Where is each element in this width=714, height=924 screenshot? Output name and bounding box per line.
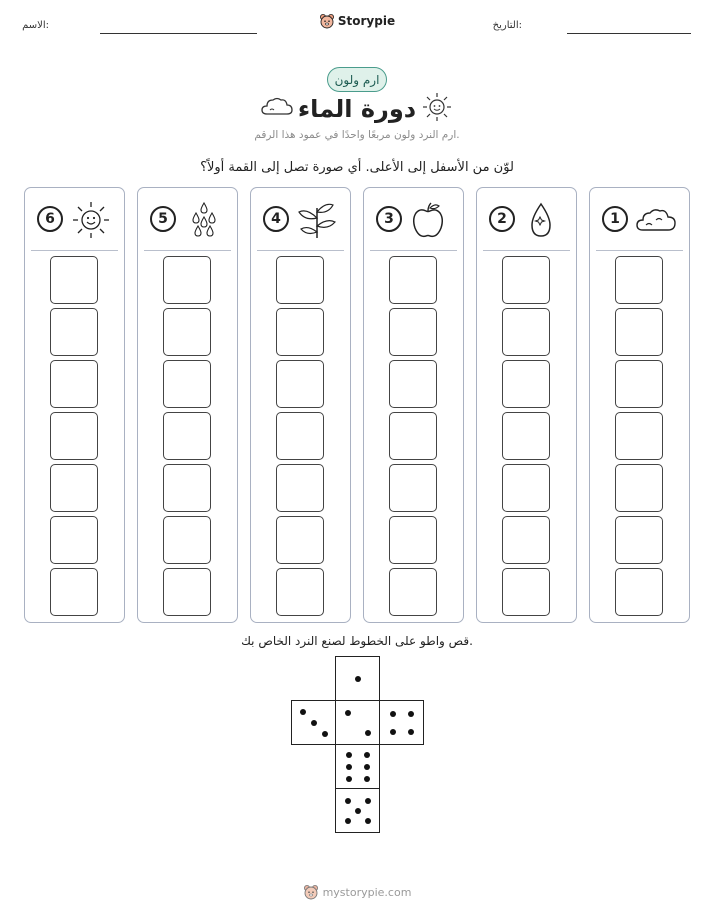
color-cell[interactable] <box>502 568 550 616</box>
column-number: 5 <box>150 206 176 232</box>
color-cells <box>502 256 550 620</box>
color-cell[interactable] <box>163 464 211 512</box>
color-cell[interactable] <box>50 464 98 512</box>
column-header <box>364 198 463 240</box>
color-cell[interactable] <box>50 568 98 616</box>
die-pip <box>346 776 352 782</box>
column-header <box>251 198 350 240</box>
color-cell[interactable] <box>50 516 98 564</box>
die-pip <box>408 729 414 735</box>
column-divider <box>596 250 683 251</box>
die-face <box>335 744 380 789</box>
die-pip <box>364 752 370 758</box>
apple-icon <box>408 200 452 240</box>
column-number: 4 <box>263 206 289 232</box>
name-line[interactable] <box>100 33 257 34</box>
color-cell[interactable] <box>163 308 211 356</box>
die-pip <box>355 808 361 814</box>
color-cell[interactable] <box>276 464 324 512</box>
column-number: 1 <box>602 206 628 232</box>
storypie-bear-icon <box>319 13 335 29</box>
column-6 <box>24 187 125 623</box>
subtitle: ارم النرد ولون مربعًا واحدًا في عمود هذا الرقم. <box>254 129 460 141</box>
color-cell[interactable] <box>163 360 211 408</box>
column-header <box>138 198 237 240</box>
cut-instruction: قص واطو على الخطوط لصنع النرد الخاص بك. <box>241 634 473 648</box>
die-face <box>335 700 380 745</box>
column-divider <box>370 250 457 251</box>
die-pip <box>364 764 370 770</box>
column-header <box>477 198 576 240</box>
column-divider <box>144 250 231 251</box>
sun-icon <box>69 200 113 240</box>
die-pip <box>322 731 328 737</box>
color-cell[interactable] <box>276 412 324 460</box>
column-header <box>25 198 124 240</box>
column-5 <box>137 187 238 623</box>
column-number: 6 <box>37 206 63 232</box>
color-cell[interactable] <box>50 412 98 460</box>
color-cell[interactable] <box>50 308 98 356</box>
column-2 <box>476 187 577 623</box>
column-header <box>590 198 689 240</box>
sun-decoration-icon <box>421 91 453 123</box>
die-pip <box>345 798 351 804</box>
plant-icon <box>295 200 339 240</box>
column-1 <box>589 187 690 623</box>
color-cell[interactable] <box>615 360 663 408</box>
column-number: 2 <box>489 206 515 232</box>
page-title: دورة الماء <box>297 95 417 123</box>
die-face <box>335 788 380 833</box>
color-cell[interactable] <box>615 568 663 616</box>
color-cell[interactable] <box>276 360 324 408</box>
color-cell[interactable] <box>502 516 550 564</box>
name-label: الاسم: <box>22 20 49 31</box>
die-pip <box>345 710 351 716</box>
color-cell[interactable] <box>502 360 550 408</box>
color-cell[interactable] <box>502 308 550 356</box>
die-pip <box>390 729 396 735</box>
color-cells <box>163 256 211 620</box>
color-cells <box>615 256 663 620</box>
die-pip <box>365 818 371 824</box>
color-cell[interactable] <box>389 256 437 304</box>
color-cell[interactable] <box>163 256 211 304</box>
column-3 <box>363 187 464 623</box>
die-pip <box>355 676 361 682</box>
die-face <box>291 700 336 745</box>
die-pip <box>390 711 396 717</box>
die-pip <box>365 730 371 736</box>
color-cell[interactable] <box>502 256 550 304</box>
date-line[interactable] <box>567 33 691 34</box>
color-cell[interactable] <box>163 412 211 460</box>
column-divider <box>483 250 570 251</box>
color-cell[interactable] <box>163 516 211 564</box>
color-cells <box>389 256 437 620</box>
die-pip <box>346 764 352 770</box>
footer <box>0 884 714 900</box>
color-cell[interactable] <box>389 308 437 356</box>
color-cell[interactable] <box>615 464 663 512</box>
storypie-logo <box>0 13 714 29</box>
water-drop-icon <box>521 200 565 240</box>
color-cell[interactable] <box>502 464 550 512</box>
color-cell[interactable] <box>276 308 324 356</box>
cloud-icon <box>634 200 678 240</box>
logo-text: Storypie <box>337 14 396 28</box>
color-cell[interactable] <box>615 256 663 304</box>
die-pip <box>364 776 370 782</box>
die-face <box>379 700 424 745</box>
activity-badge: ارم ولون <box>327 67 387 92</box>
column-divider <box>257 250 344 251</box>
column-divider <box>31 250 118 251</box>
date-label: التاريخ: <box>492 20 522 31</box>
die-pip <box>346 752 352 758</box>
color-cell[interactable] <box>276 568 324 616</box>
color-cells <box>50 256 98 620</box>
color-cell[interactable] <box>276 516 324 564</box>
color-cell[interactable] <box>615 412 663 460</box>
color-cell[interactable] <box>389 464 437 512</box>
color-cell[interactable] <box>389 360 437 408</box>
color-cell[interactable] <box>615 308 663 356</box>
color-cell[interactable] <box>50 256 98 304</box>
instruction-text: لوّن من الأسفل إلى الأعلى. أي صورة تصل إلى القمة أولاً؟ <box>200 160 514 175</box>
storypie-bear-icon <box>303 884 319 900</box>
color-cell[interactable] <box>389 516 437 564</box>
die-pip <box>365 798 371 804</box>
die-pip <box>300 709 306 715</box>
die-face <box>335 656 380 701</box>
color-cell[interactable] <box>389 568 437 616</box>
color-cell[interactable] <box>50 360 98 408</box>
column-4 <box>250 187 351 623</box>
die-pip <box>345 818 351 824</box>
color-cell[interactable] <box>615 516 663 564</box>
color-cell[interactable] <box>502 412 550 460</box>
footer-url: mystorypie.com <box>322 885 412 899</box>
color-cell[interactable] <box>389 412 437 460</box>
color-cell[interactable] <box>276 256 324 304</box>
die-pip <box>311 720 317 726</box>
die-pip <box>408 711 414 717</box>
color-cell[interactable] <box>163 568 211 616</box>
column-number: 3 <box>376 206 402 232</box>
rain-drops-icon <box>182 200 226 240</box>
color-cells <box>276 256 324 620</box>
